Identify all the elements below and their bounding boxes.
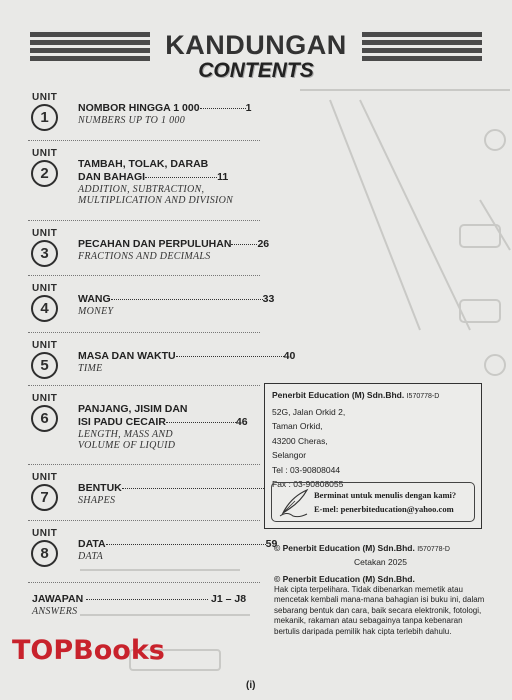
unit-title	[78, 403, 278, 451]
unit-divider	[28, 385, 260, 386]
copyright-line: © Penerbit Education (M) Sdn.Bhd.	[274, 543, 415, 553]
leader-dots	[231, 243, 257, 245]
publisher-tel: Tel : 03-90808044	[272, 464, 341, 475]
unit-title-malay-text: NOMBOR HINGGA 1 000	[78, 102, 200, 114]
unit-title-malay	[78, 238, 278, 251]
unit-title-malay-text: TAMBAH, TOLAK, DARAB	[78, 158, 209, 170]
unit-page-number: 46	[235, 416, 248, 428]
unit-page-number: 1	[245, 102, 252, 114]
unit-number-circle: 6	[31, 405, 58, 432]
copyright-notice-block	[274, 574, 486, 638]
unit-divider	[28, 140, 260, 141]
leader-dots	[166, 421, 236, 423]
unit-number-circle: 7	[31, 484, 58, 511]
unit-page-number: 11	[217, 171, 229, 183]
unit-title-malay-text: MASA DAN WAKTU	[78, 350, 176, 362]
copyright-edition	[274, 542, 450, 568]
unit-title-malay-text: DATA	[78, 538, 106, 550]
unit-title-malay	[78, 538, 278, 551]
unit-title-english: VOLUME OF LIQUID	[78, 440, 176, 451]
publisher-info	[272, 388, 439, 492]
publisher-name: Penerbit Education (M) Sdn.Bhd.	[272, 390, 405, 400]
quill-pen-icon	[277, 487, 311, 519]
unit-divider	[28, 275, 260, 276]
logo-top: TOP	[12, 635, 74, 666]
unit-title	[78, 538, 278, 562]
unit-title-malay-text: BENTUK	[78, 482, 122, 494]
publisher-box	[264, 383, 482, 529]
topbooks-logo	[12, 634, 165, 668]
unit-divider	[28, 582, 260, 583]
copyright-line-2: © Penerbit Education (M) Sdn.Bhd.	[274, 574, 415, 584]
unit-title	[78, 238, 278, 262]
leader-dots	[145, 176, 217, 178]
address-line: Taman Orkid,	[272, 421, 323, 431]
unit-title	[78, 293, 278, 317]
logo-books: Books	[73, 635, 165, 666]
unit-title-english: SHAPES	[78, 495, 116, 506]
unit-title-english: FRACTIONS AND DECIMALS	[78, 251, 211, 262]
answers-row	[32, 593, 272, 606]
copyright-notice: Hak cipta terpelihara. Tidak dibenarkan memetik atau mencetak kembali mana-mana bahagian isi buku ini, dalam sebarang bentuk dan cara, baik secara elektronik, fotologi, mekanik, rakaman atau sebagainya tanpa kebenaran bertulis daripada pemilik hak cipta terlebih dahulu.	[274, 584, 485, 636]
unit-title-english: TIME	[78, 363, 103, 374]
answers-entry[interactable]	[32, 593, 272, 617]
unit-number-circle: 4	[31, 295, 58, 322]
publisher-email[interactable]: E-mel: penerbiteducation@yahoo.com	[314, 504, 454, 514]
unit-title-malay	[78, 102, 278, 115]
unit-divider	[28, 220, 260, 221]
unit-divider	[28, 332, 260, 333]
page-number: (i)	[246, 680, 256, 691]
address-line: Selangor	[272, 450, 307, 460]
leader-dots	[86, 598, 208, 600]
unit-divider	[28, 520, 260, 521]
unit-title-malay	[78, 293, 278, 306]
authors-invitation-box	[271, 482, 475, 522]
unit-number-circle: 5	[31, 352, 58, 379]
unit-label: UNIT	[32, 283, 58, 294]
unit-title-english: MONEY	[78, 306, 114, 317]
unit-title	[78, 350, 296, 374]
leader-dots	[111, 298, 263, 300]
unit-label: UNIT	[32, 528, 58, 539]
unit-title	[78, 158, 278, 206]
unit-title-malay-text: DAN BAHAGI	[78, 171, 146, 183]
unit-divider	[28, 464, 260, 465]
unit-label: UNIT	[32, 92, 58, 103]
unit-page-number: 40	[283, 350, 296, 362]
title-english: CONTENTS	[198, 59, 314, 82]
unit-title	[78, 482, 278, 506]
unit-title-malay-text: ISI PADU CECAIR	[78, 416, 166, 428]
unit-title	[78, 102, 278, 126]
unit-number-circle: 2	[31, 160, 58, 187]
unit-title-english: NUMBERS UP TO 1 000	[78, 115, 185, 126]
leader-dots	[122, 487, 266, 489]
unit-title-malay-text: WANG	[78, 293, 111, 305]
unit-title-english: ADDITION, SUBTRACTION,	[78, 184, 205, 195]
leader-dots	[106, 543, 266, 545]
edition-text: Cetakan 2025	[354, 557, 407, 567]
unit-title-malay	[78, 350, 296, 363]
unit-title-english: DATA	[78, 551, 104, 562]
unit-title-malay-text: PANJANG, JISIM DAN	[78, 403, 188, 415]
answers-label-english: ANSWERS	[32, 606, 78, 617]
publisher-reg: I570778-D	[406, 393, 440, 400]
unit-title-malay	[78, 482, 278, 495]
address-line: 43200 Cheras,	[272, 435, 328, 446]
unit-title-malay	[78, 171, 278, 184]
unit-number-circle: 8	[31, 540, 58, 567]
unit-title-malay-text: PECAHAN DAN PERPULUHAN	[78, 238, 232, 250]
leader-dots	[176, 355, 284, 357]
unit-label: UNIT	[32, 472, 58, 483]
copyright-reg: I570778-D	[417, 546, 450, 553]
unit-title-malay	[78, 403, 278, 416]
unit-page-number: 59	[265, 538, 278, 550]
answers-label: JAWAPAN	[32, 593, 84, 605]
unit-number-circle: 1	[31, 104, 58, 131]
unit-label: UNIT	[32, 148, 58, 159]
unit-number-circle: 3	[31, 240, 58, 267]
unit-page-number: 26	[257, 238, 270, 250]
unit-title-english: LENGTH, MASS AND	[78, 429, 173, 440]
unit-label: UNIT	[32, 228, 58, 239]
title-box	[150, 30, 362, 82]
unit-title-malay	[78, 158, 278, 171]
invitation-text	[314, 488, 456, 516]
contents-header	[30, 32, 482, 88]
address-line: 52G, Jalan Orkid 2,	[272, 406, 346, 417]
unit-label: UNIT	[32, 340, 58, 351]
leader-dots	[200, 107, 246, 109]
publisher-fax: Fax : 03-90808055	[272, 479, 344, 489]
title-malay: KANDUNGAN	[165, 30, 347, 60]
unit-label: UNIT	[32, 393, 58, 404]
unit-title-malay	[78, 416, 278, 429]
unit-page-number: 33	[262, 293, 275, 305]
answers-pages: J1 – J8	[211, 593, 247, 605]
invitation-question: Berminat untuk menulis dengan kami?	[314, 490, 457, 500]
unit-title-english: MULTIPLICATION AND DIVISION	[78, 195, 234, 206]
